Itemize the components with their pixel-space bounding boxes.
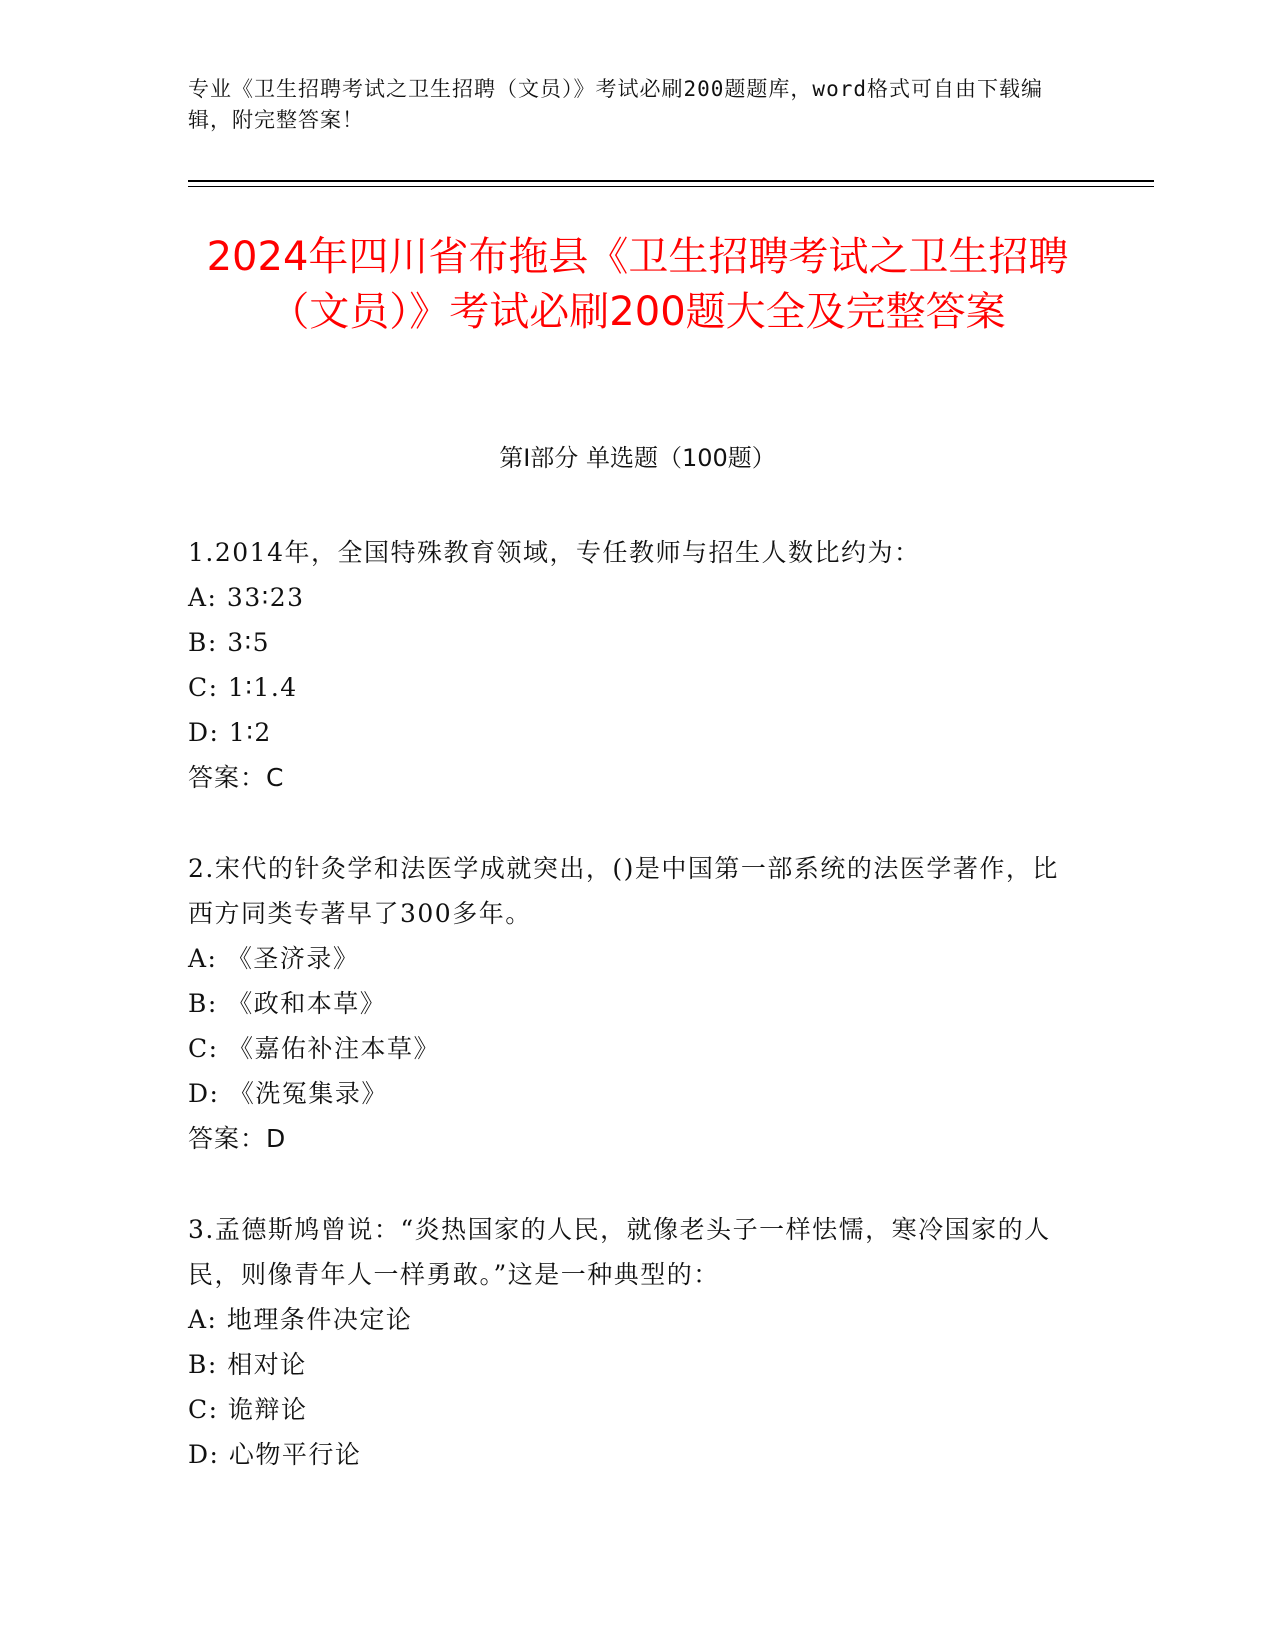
- option-a: A: 33∶23: [188, 583, 305, 612]
- header-rule-thin: [188, 186, 1154, 187]
- option-a: A: 地理条件决定论: [188, 1305, 413, 1334]
- question-stem: 3.孟德斯鸠曾说：“炎热国家的人民，就像老头子一样怯懦，寒冷国家的人民，则像青年人一样勇敢。”这是一种典型的：: [188, 1215, 1051, 1289]
- question-3: [188, 1207, 1068, 1477]
- option-d: D: 1∶2: [188, 718, 272, 747]
- option-c: C: 诡辩论: [188, 1395, 308, 1424]
- answer: 答案：C: [188, 763, 285, 792]
- header-note: 专业《卫生招聘考试之卫生招聘（文员）》考试必刷200题题库，word格式可自由下载编辑，附完整答案！: [188, 77, 1043, 132]
- option-b: B: 相对论: [188, 1350, 307, 1379]
- option-d: D: 心物平行论: [188, 1440, 362, 1469]
- option-c: C: 1∶1.4: [188, 673, 298, 702]
- section-title: 第Ⅰ部分 单选题（100题）: [499, 444, 776, 472]
- question-1: [188, 530, 1068, 800]
- option-d: D: 《洗冤集录》: [188, 1079, 388, 1108]
- option-b: B: 3∶5: [188, 628, 271, 657]
- header-rule-thick: [188, 180, 1154, 182]
- option-c: C: 《嘉佑补注本草》: [188, 1034, 440, 1063]
- answer: 答案：D: [188, 1124, 287, 1153]
- question-2: [188, 846, 1068, 1161]
- option-b: B: 《政和本草》: [188, 989, 387, 1018]
- document-title: 2024年四川省布拖县《卫生招聘考试之卫生招聘（文员）》考试必刷200题大全及完整答案: [206, 234, 1069, 335]
- question-stem: 1.2014年，全国特殊教育领域，专任教师与招生人数比约为：: [188, 538, 921, 567]
- option-a: A: 《圣济录》: [188, 944, 360, 973]
- question-stem: 2.宋代的针灸学和法医学成就突出，()是中国第一部系统的法医学著作，比西方同类专著早了300多年。: [188, 854, 1059, 928]
- question-list: [188, 530, 1068, 1523]
